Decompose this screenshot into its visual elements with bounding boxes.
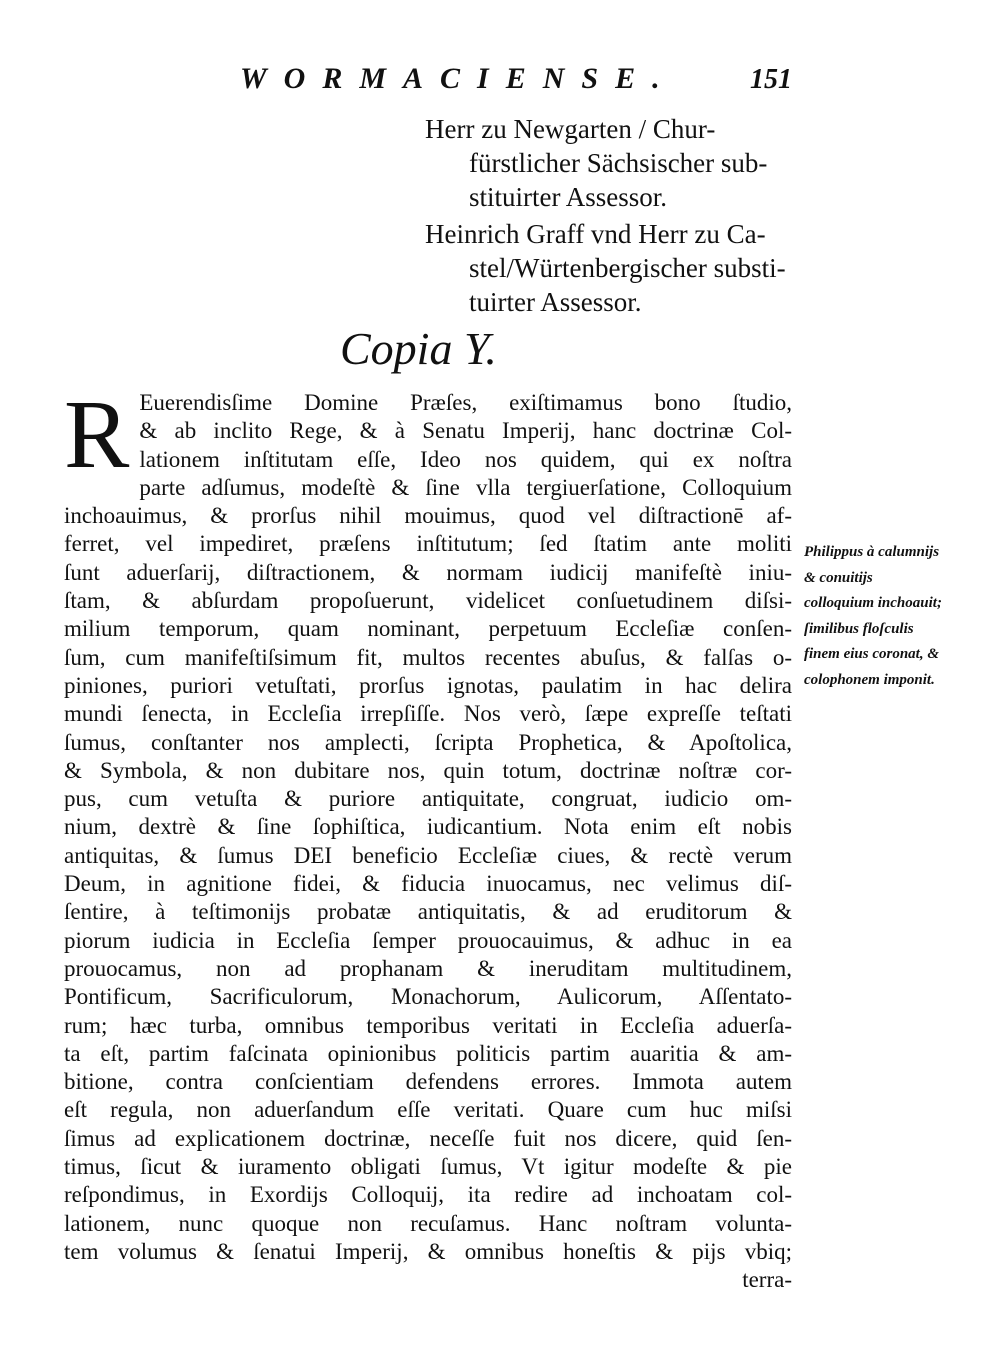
text-line: prouocamus, non ad prophanam & ineruditam multitudinem, (64, 955, 792, 981)
page-number: 151 (750, 64, 792, 95)
text-line: rum; hæc turba, omnibus temporibus veritati in Eccleſia aduerſa- (64, 1012, 792, 1038)
text-line: parte adſumus, modeſtè & ſine vlla tergiuerſatione, Colloquium (139, 474, 792, 500)
running-title: WORMACIENSE. (240, 62, 677, 95)
text-line: nium, dextrè & ſine ſophiſtica, iudicantium. Nota enim eſt nobis (64, 814, 792, 840)
text-line: ta eſt, partim faſcinata opinionibus politicis partim auaritia & am- (64, 1040, 792, 1066)
assessor-entry: Heinrich Graff vnd Herr zu Ca-stel/Würtenbergischer substi-tuirter Assessor. (425, 219, 786, 317)
text-line: ſimus ad explicationem doctrinæ, neceſſe fuit nos dicere, quid ſen- (64, 1125, 792, 1151)
text-line: ferret, vel impediret, præſens inſtitutum; ſed ſtatim ante moliti (64, 531, 792, 557)
text-line: pus, cum vetuſta & puriore antiquitate, congruat, iudicio om- (64, 786, 792, 812)
text-line: reſpondimus, in Exordijs Colloquij, ita redire ad inchoatam col- (64, 1182, 792, 1208)
marginal-note: Philippus à calumnijs & conuitijs colloquium inchoauit; ſimilibus floſculis finem eius coronat, & colophonem imponit. (804, 544, 942, 688)
text-line: inchoauimus, & prorſus nihil mouimus, quod vel diſtractionē af- (64, 503, 792, 529)
text-line: piniones, puriori vetuſtati, prorſus ignotas, paulatim in hac delira (64, 672, 792, 698)
text-line: Deum, in agnitione fidei, & fiducia inuocamus, nec velimus diſ- (64, 871, 792, 897)
text-line: terra- (742, 1267, 792, 1293)
text-line: piorum iudicia in Eccleſia ſemper prouocauimus, & adhuc in ea (64, 927, 792, 953)
text-line: & ab inclito Rege, & à Senatu Imperij, hanc doctrinæ Col- (139, 418, 792, 444)
text-line: & Symbola, & non dubitare nos, quin totum, doctrinæ noſtræ cor- (64, 757, 792, 783)
text-line: bitione, contra conſcientiam defendens errores. Immota autem (64, 1069, 792, 1095)
text-line: ſum, cum manifeſtiſsimum fit, multos recentes abuſus, & falſas o- (64, 644, 792, 670)
text-line: ſentire, à teſtimonijs probatæ antiquitatis, & ad eruditorum & (64, 899, 792, 925)
body-paragraph (64, 381, 792, 1295)
assessor-entry: Herr zu Newgarten / Chur-fürstlicher Sächsischer sub-stituirter Assessor. (425, 114, 768, 212)
body-lines (64, 381, 792, 1295)
text-line: ſunt aduerſarij, diſtractionem, & normam iudicij manifeſtè iniu- (64, 559, 792, 585)
text-line: timus, ſicut & iuramento obligati ſumus, Vt igitur modeſte & pie (64, 1154, 792, 1180)
text-line: lationem inſtitutam eſſe, Ideo nos quidem, qui ex noſtra (139, 446, 792, 472)
text-line: antiquitas, & ſumus DEI beneficio Eccleſiæ ciues, & rectè verum (64, 842, 792, 868)
text-line: Pontificum, Sacrificulorum, Monachorum, Aulicorum, Aſſentato- (64, 984, 792, 1010)
text-line: mundi ſenecta, in Eccleſia irrepſiſſe. Nos verò, ſæpe expreſſe teſtati (64, 701, 792, 727)
text-line: ſtam, & abſurdam propoſuerunt, videlicet conſuetudinem diſsi- (64, 588, 792, 614)
text-line: eſt regula, non aduerſandum eſſe veritati. Quare cum huc miſsi (64, 1097, 792, 1123)
text-line: ſumus, conſtanter nos amplecti, ſcripta Prophetica, & Apoſtolica, (64, 729, 792, 755)
text-line: milium temporum, quam nominant, perpetuum Eccleſiæ conſen- (64, 616, 792, 642)
text-line: Euerendisſime Domine Præſes, exiſtimamus bono ſtudio, (139, 390, 792, 415)
drop-cap: R (64, 381, 130, 489)
section-title: Copia Y. (340, 323, 497, 374)
page-header (0, 62, 1000, 102)
assessor-names (425, 112, 805, 322)
text-line: tem volumus & ſenatui Imperij, & omnibus honeſtis & pijs vbiq; (64, 1238, 792, 1264)
text-line: lationem, nunc quoque non recuſamus. Hanc noſtram volunta- (64, 1210, 792, 1236)
